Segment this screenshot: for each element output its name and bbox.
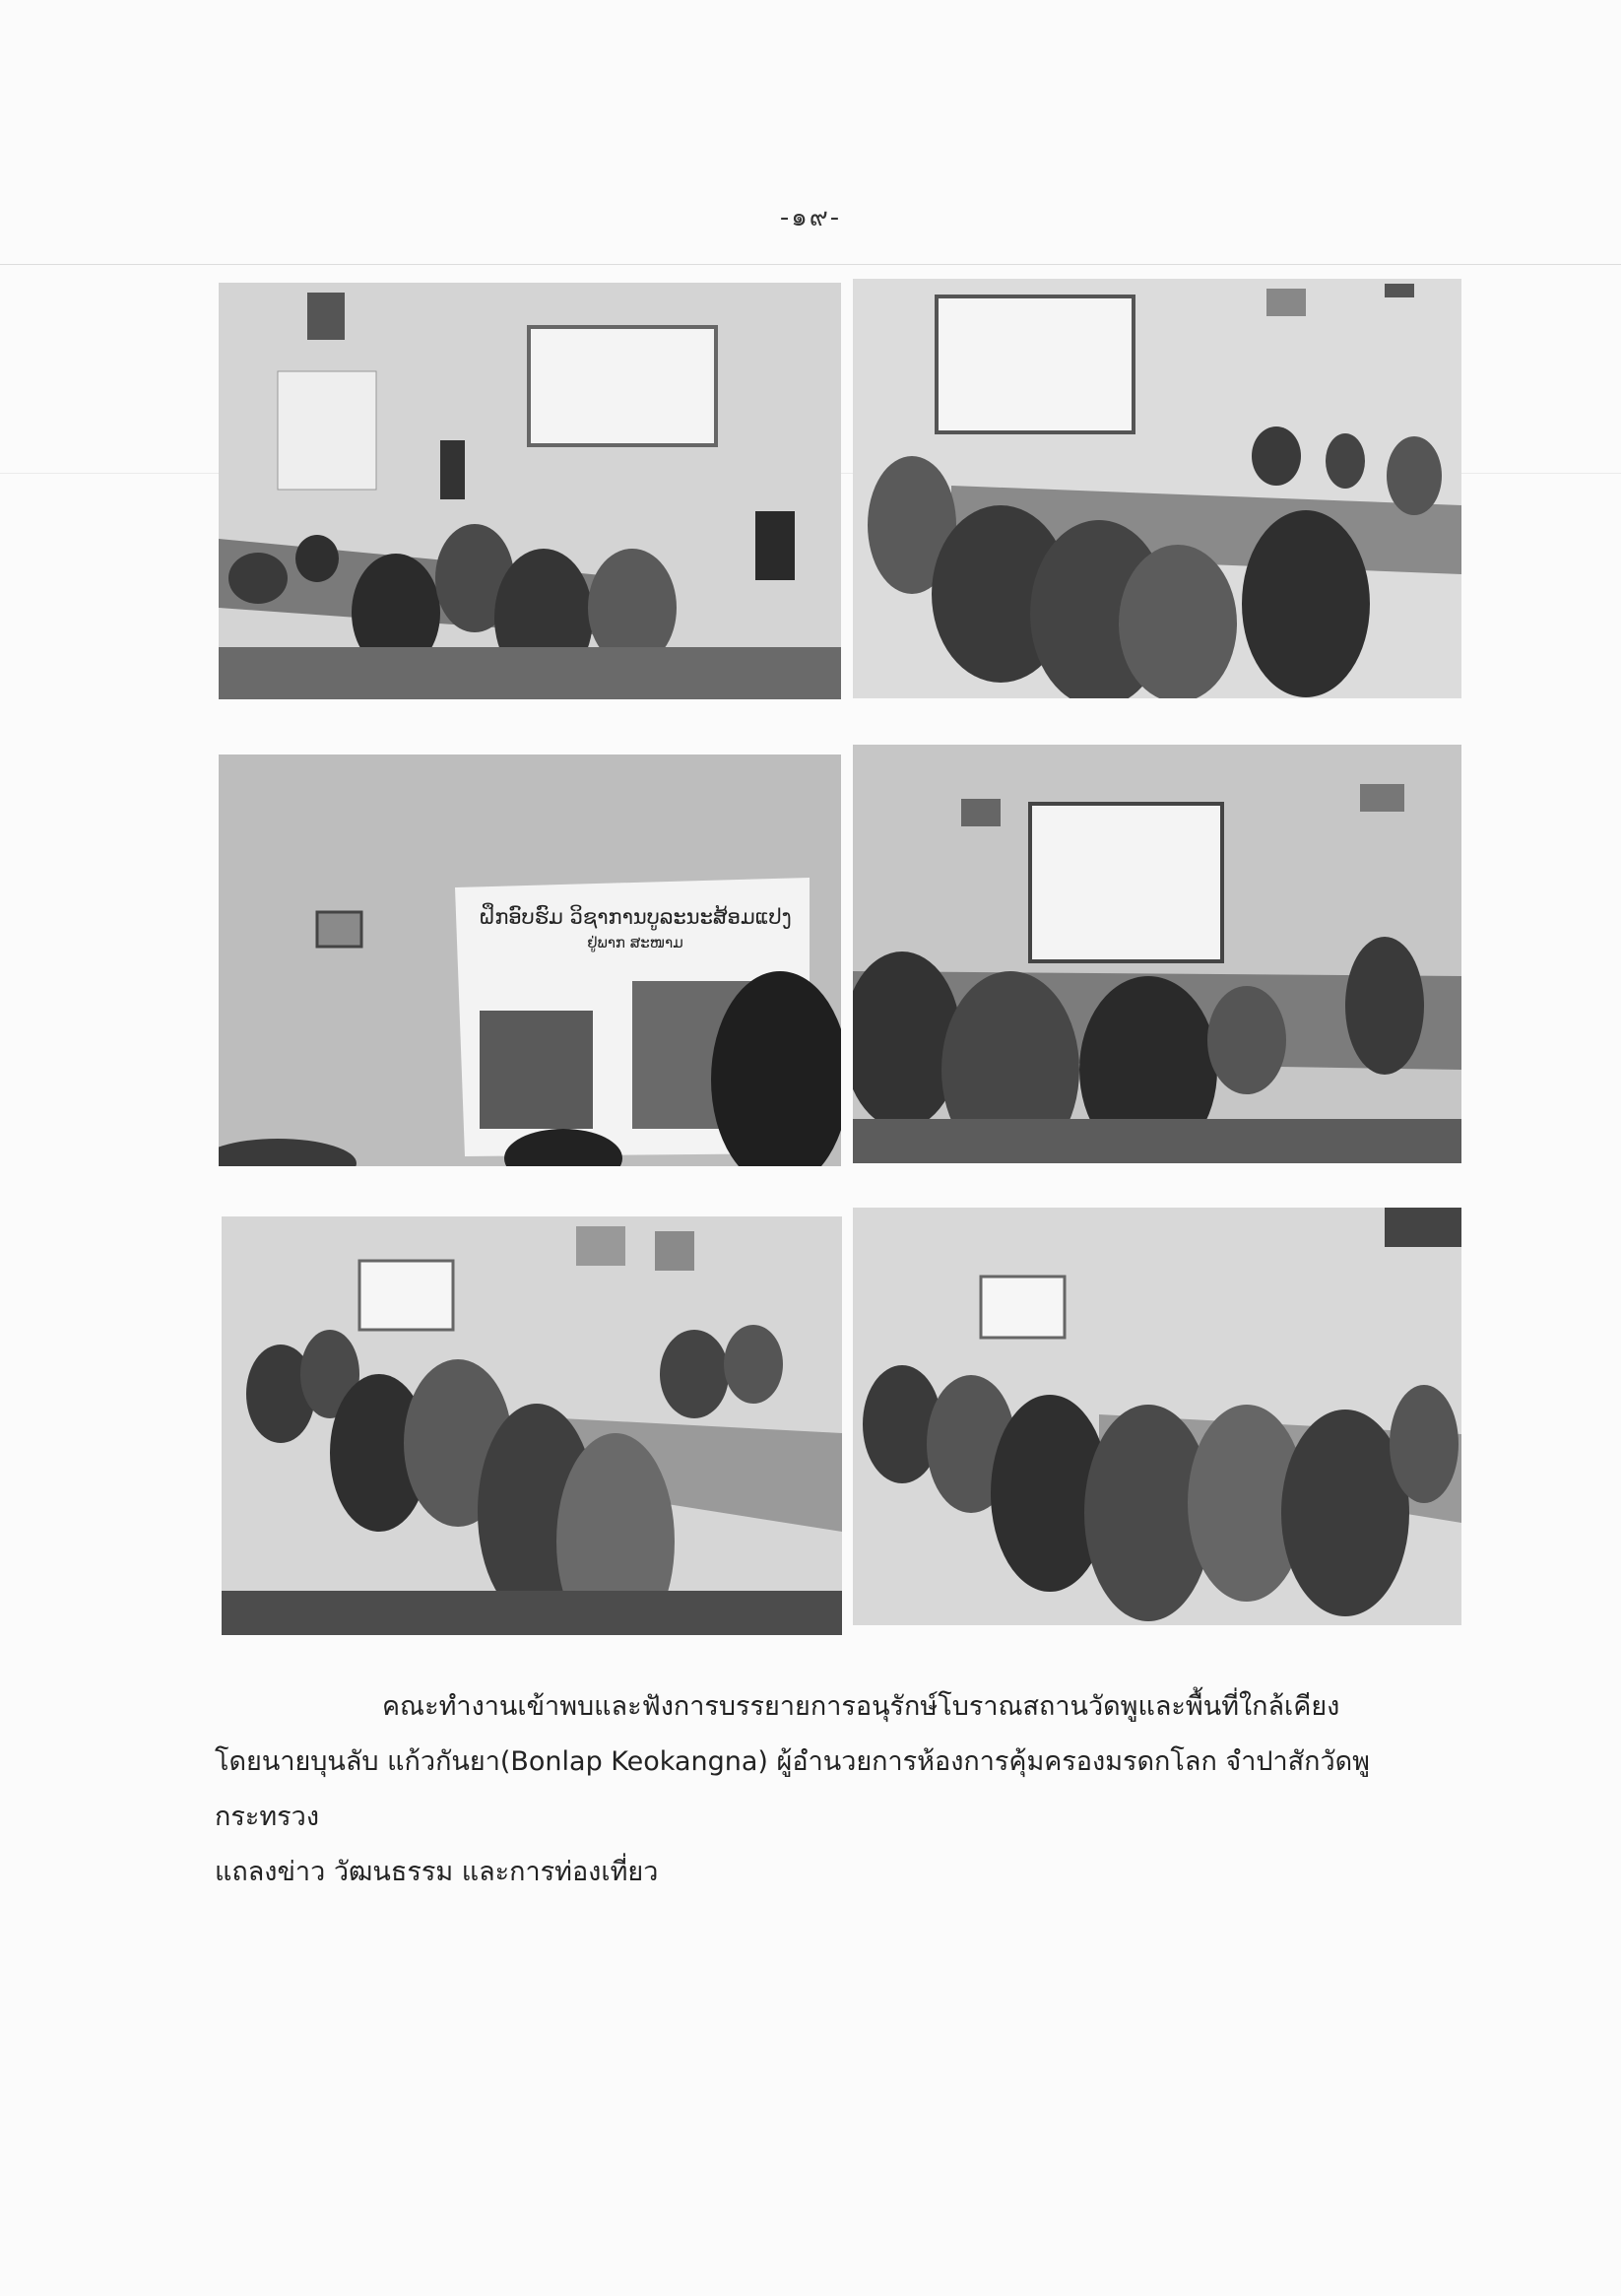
slide-title-line-2: ຢູ່ພາກ ສະໜາມ [587, 934, 683, 951]
photo-caption [215, 1679, 1465, 1900]
meeting-photo-1 [219, 283, 841, 699]
caption-line-3: แถลงข่าว วัฒนธรรม และการท่องเที่ยว [215, 1857, 659, 1887]
meeting-photo-5 [222, 1216, 842, 1635]
caption-line-1: คณะทำงานเข้าพบและฟังการบรรยายการอนุรักษ์โบราณสถานวัดพูและพื้นที่ใกล้เคียง [382, 1691, 1340, 1722]
scan-line [0, 264, 1621, 265]
slide-title-line-1: ຝຶກອົບຮົມ ວິຊາການບູລະນະສ້ອມແປງ [479, 905, 792, 929]
meeting-photo-4 [853, 745, 1461, 1163]
caption-line-2: โดยนายบุนลับ แก้วกันยา(Bonlap Keokangna) ผู้อำนวยการห้องการคุ้มครองมรดกโลก จำปาสักวัดพู กระทรวง [215, 1746, 1370, 1832]
meeting-photo-3 [219, 754, 841, 1166]
slide-title [473, 904, 798, 955]
meeting-photo-6 [853, 1208, 1461, 1625]
page-number: -๑๙- [779, 203, 842, 232]
meeting-photo-2 [853, 279, 1461, 698]
